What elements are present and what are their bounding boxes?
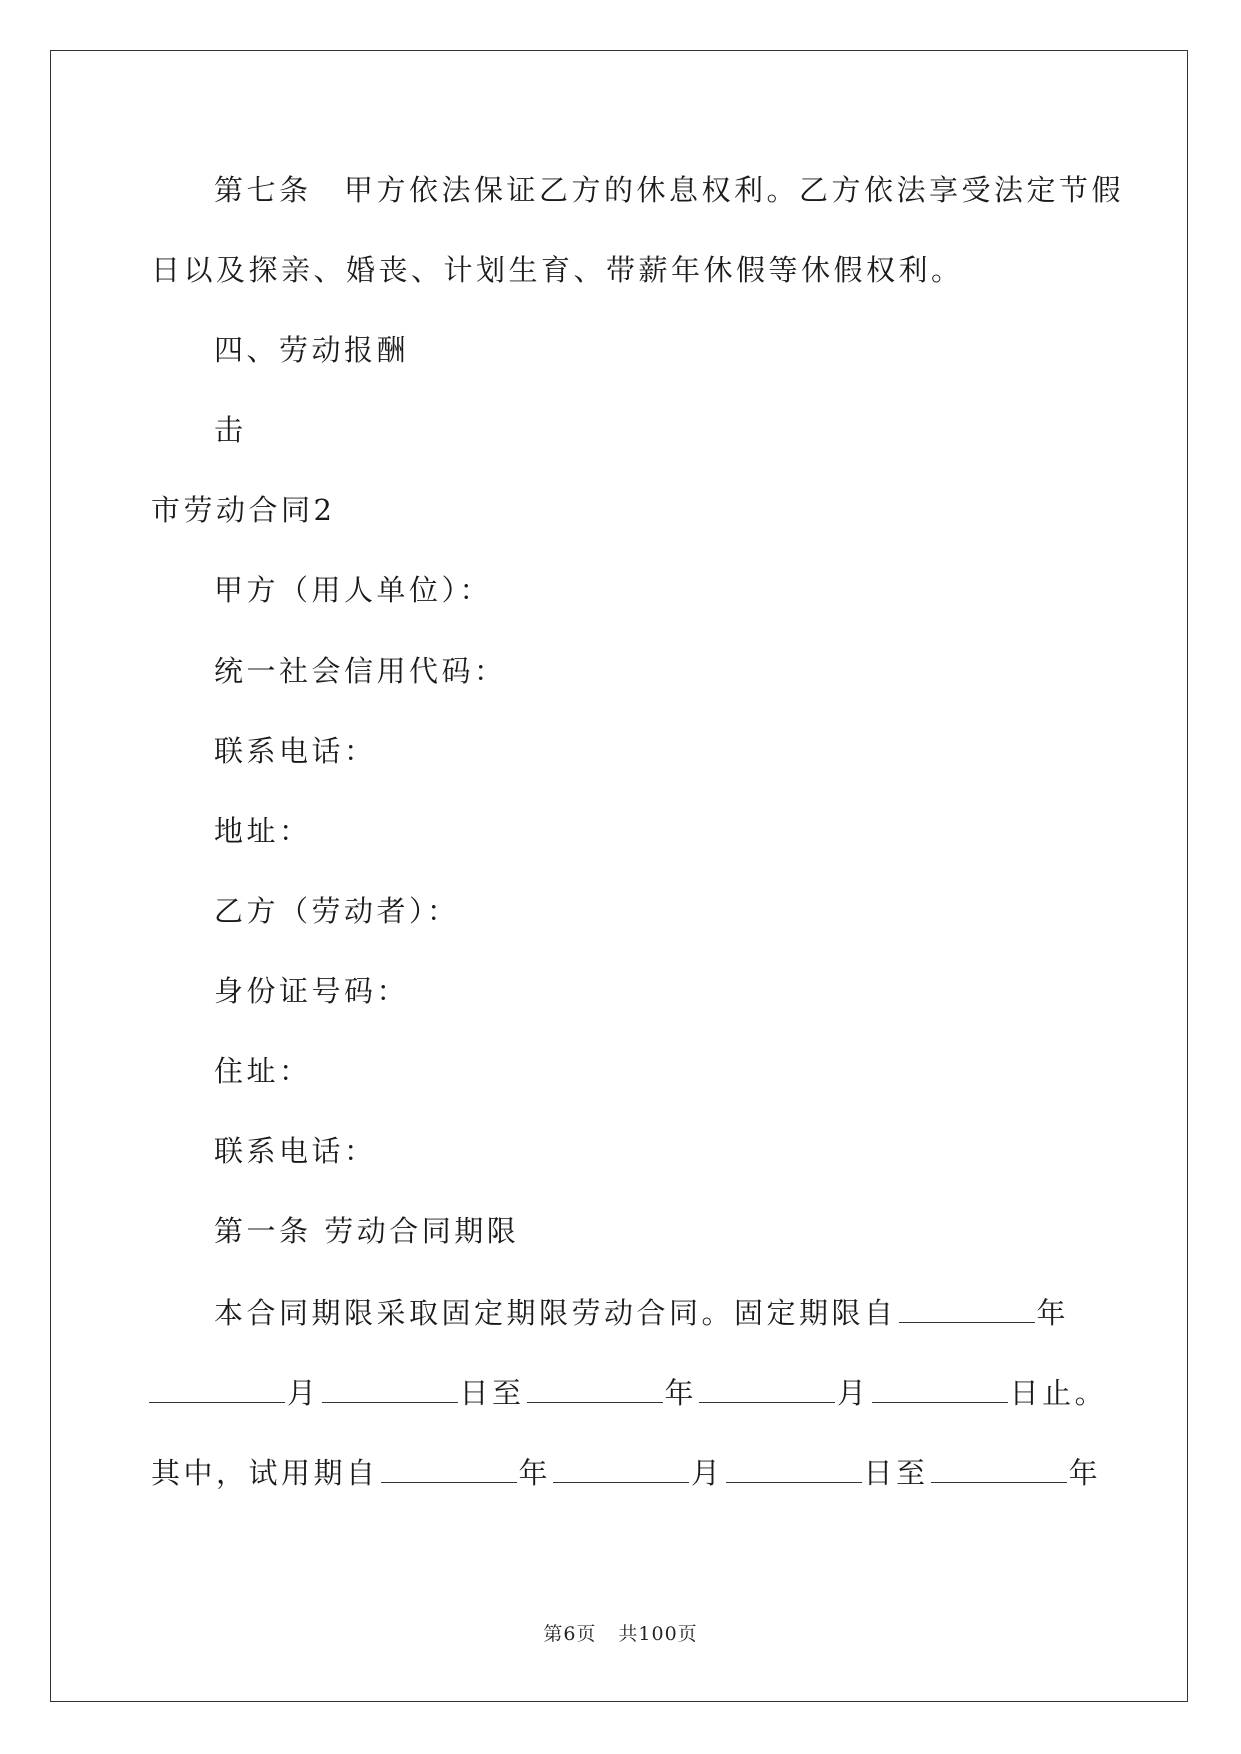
credit-code-label: 统一社会信用代码：: [214, 654, 507, 688]
end-year-blank: [527, 1372, 663, 1403]
page-number: 第6页: [543, 1623, 597, 1645]
party-b-label: 乙方（劳动者）：: [214, 894, 460, 928]
id-number-label: 身份证号码：: [214, 974, 410, 1008]
probation-start-year-blank: [381, 1452, 517, 1483]
fragment-text: 击: [214, 413, 247, 447]
probation-end-year-blank: [931, 1452, 1067, 1483]
term-line-2: [147, 1372, 1107, 1413]
year-unit: 年: [664, 1376, 698, 1410]
year-unit: 年: [1036, 1296, 1070, 1330]
day-to-text: 日至: [459, 1376, 525, 1410]
start-day-blank: [322, 1372, 458, 1403]
term-line-3: [151, 1452, 1101, 1493]
term-intro-text: 本合同期限采取固定期限劳动合同。固定期限自: [214, 1296, 897, 1330]
month-unit: 月: [837, 1376, 870, 1410]
year-unit: 年: [1068, 1456, 1102, 1490]
page-footer: [0, 1622, 1241, 1646]
party-b-address-label: 住址：: [214, 1054, 312, 1088]
article-7-line-1: 第七条 甲方依法保证乙方的休息权利。乙方依法享受法定节假: [214, 173, 1125, 207]
party-a-label: 甲方（用人单位）：: [214, 573, 493, 607]
party-a-address-label: 地址：: [214, 814, 312, 848]
month-unit: 月: [287, 1376, 320, 1410]
probation-start-day-blank: [726, 1452, 862, 1483]
start-year-blank: [899, 1292, 1035, 1323]
article-1-heading: 第一条 劳动合同期限: [214, 1214, 520, 1248]
party-b-phone-label: 联系电话：: [214, 1134, 377, 1168]
day-to-text: 日至: [863, 1456, 929, 1490]
article-7-line-2: 日以及探亲、婚丧、计划生育、带薪年休假等休假权利。: [151, 253, 964, 287]
month-unit: 月: [691, 1456, 724, 1490]
end-day-blank: [872, 1372, 1008, 1403]
term-line-1: [214, 1292, 1069, 1333]
probation-start-month-blank: [553, 1452, 689, 1483]
page-total: 共100页: [618, 1623, 698, 1645]
end-month-blank: [699, 1372, 835, 1403]
start-month-blank: [149, 1372, 285, 1403]
probation-intro-text: 其中，试用期自: [151, 1456, 379, 1490]
year-unit: 年: [518, 1456, 552, 1490]
party-a-phone-label: 联系电话：: [214, 734, 377, 768]
section-heading-remuneration: 四、劳动报酬: [214, 333, 410, 367]
contract-title: 市劳动合同2: [151, 493, 336, 527]
day-end-text: 日止。: [1009, 1376, 1108, 1410]
